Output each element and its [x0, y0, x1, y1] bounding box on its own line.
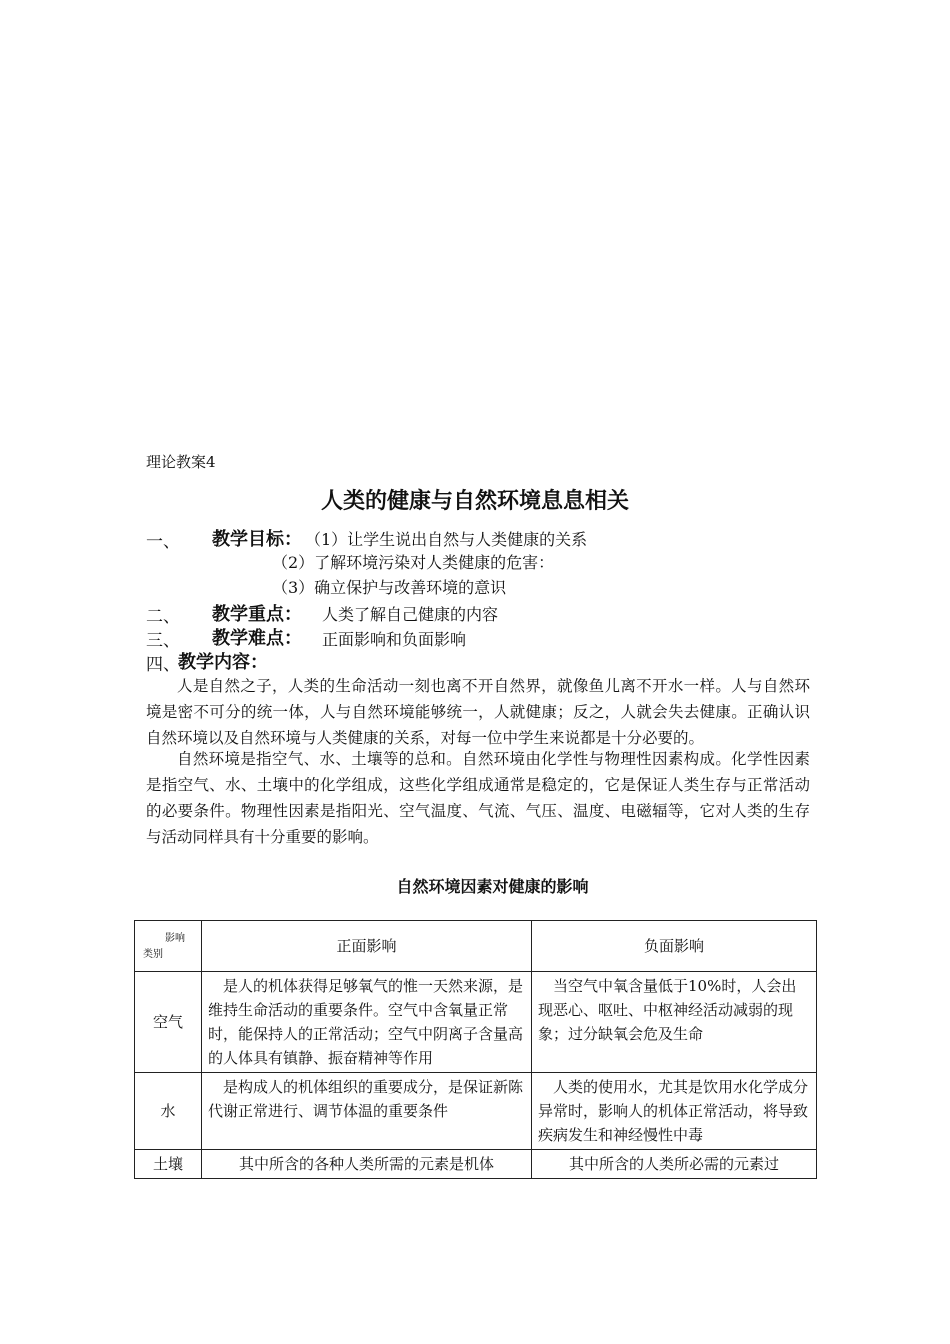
section-2-text: 人类了解自己健康的内容	[322, 605, 499, 624]
corner-label-category: 类别	[143, 949, 163, 960]
document-label: 理论教案4	[146, 453, 216, 471]
row-negative-water: 人类的使用水，尤其是饮用水化学成分异常时，影响人的机体正常活动，将导致疾病发生和神经慢性中毒	[532, 1073, 817, 1150]
section-3-heading: 教学难点：	[212, 628, 302, 649]
page-title: 人类的健康与自然环境息息相关	[320, 489, 629, 514]
section-1-line-3: （3）确立保护与改善环境的意识	[272, 578, 507, 597]
row-positive-water: 是构成人的机体组织的重要成分，是保证新陈代谢正常进行、调节体温的重要条件	[202, 1073, 532, 1150]
table-header-row	[135, 921, 817, 972]
section-1-number: 一、	[146, 532, 180, 552]
section-4-number: 四、	[146, 655, 180, 675]
column-header-positive: 正面影响	[202, 921, 532, 972]
section-3-number: 三、	[146, 631, 180, 651]
row-category-water: 水	[135, 1073, 202, 1150]
section-4-heading: 教学内容：	[178, 652, 268, 673]
row-positive-soil: 其中所含的各种人类所需的元素是机体	[202, 1150, 532, 1179]
row-category-air: 空气	[135, 972, 202, 1073]
table-row	[135, 1073, 817, 1150]
paragraph-1: 人是自然之子，人类的生命活动一刻也离不开自然界，就像鱼儿离不开水一样。人与自然环境是密不可分的统一体，人与自然环境能够统一，人就健康；反之，人就会失去健康。正确认识自然环境以及自然环境与人类健康的关系，对每一位中学生来说都是十分必要的。	[146, 677, 810, 747]
table-title: 自然环境因素对健康的影响	[396, 877, 589, 896]
row-category-soil: 土壤	[135, 1150, 202, 1179]
table-row	[135, 1150, 817, 1179]
corner-label-impact: 影响	[165, 933, 185, 944]
row-negative-air: 当空气中氧含量低于10%时，人会出现恶心、呕吐、中枢神经活动减弱的现象；过分缺氧会危及生命	[532, 972, 817, 1073]
section-2-heading: 教学重点：	[212, 604, 302, 625]
column-header-negative: 负面影响	[532, 921, 817, 972]
section-1-heading: 教学目标：	[212, 529, 302, 550]
row-positive-air: 是人的机体获得足够氧气的惟一天然来源，是维持生命活动的重要条件。空气中含氧量正常时，能保持人的正常活动；空气中阴离子含量高的人体具有镇静、振奋精神等作用	[202, 972, 532, 1073]
section-3-text: 正面影响和负面影响	[322, 630, 467, 649]
table-corner-cell	[135, 921, 202, 972]
paragraph-2: 自然环境是指空气、水、土壤等的总和。自然环境由化学性与物理性因素构成。化学性因素是指空气、水、土壤中的化学组成，这些化学组成通常是稳定的，它是保证人类生存与正常活动的必要条件。物理性因素是指阳光、空气温度、气流、气压、温度、电磁辐等，它对人类的生存与活动同样具有十分重要的影响。	[146, 750, 810, 846]
health-impact-table	[134, 920, 817, 1179]
table-row	[135, 972, 817, 1073]
row-negative-soil: 其中所含的人类所必需的元素过	[532, 1150, 817, 1179]
section-2-number: 二、	[146, 607, 180, 627]
section-1-line-2: （2）了解环境污染对人类健康的危害：	[272, 553, 555, 572]
section-1-line-1: （1）让学生说出自然与人类健康的关系	[305, 530, 588, 549]
